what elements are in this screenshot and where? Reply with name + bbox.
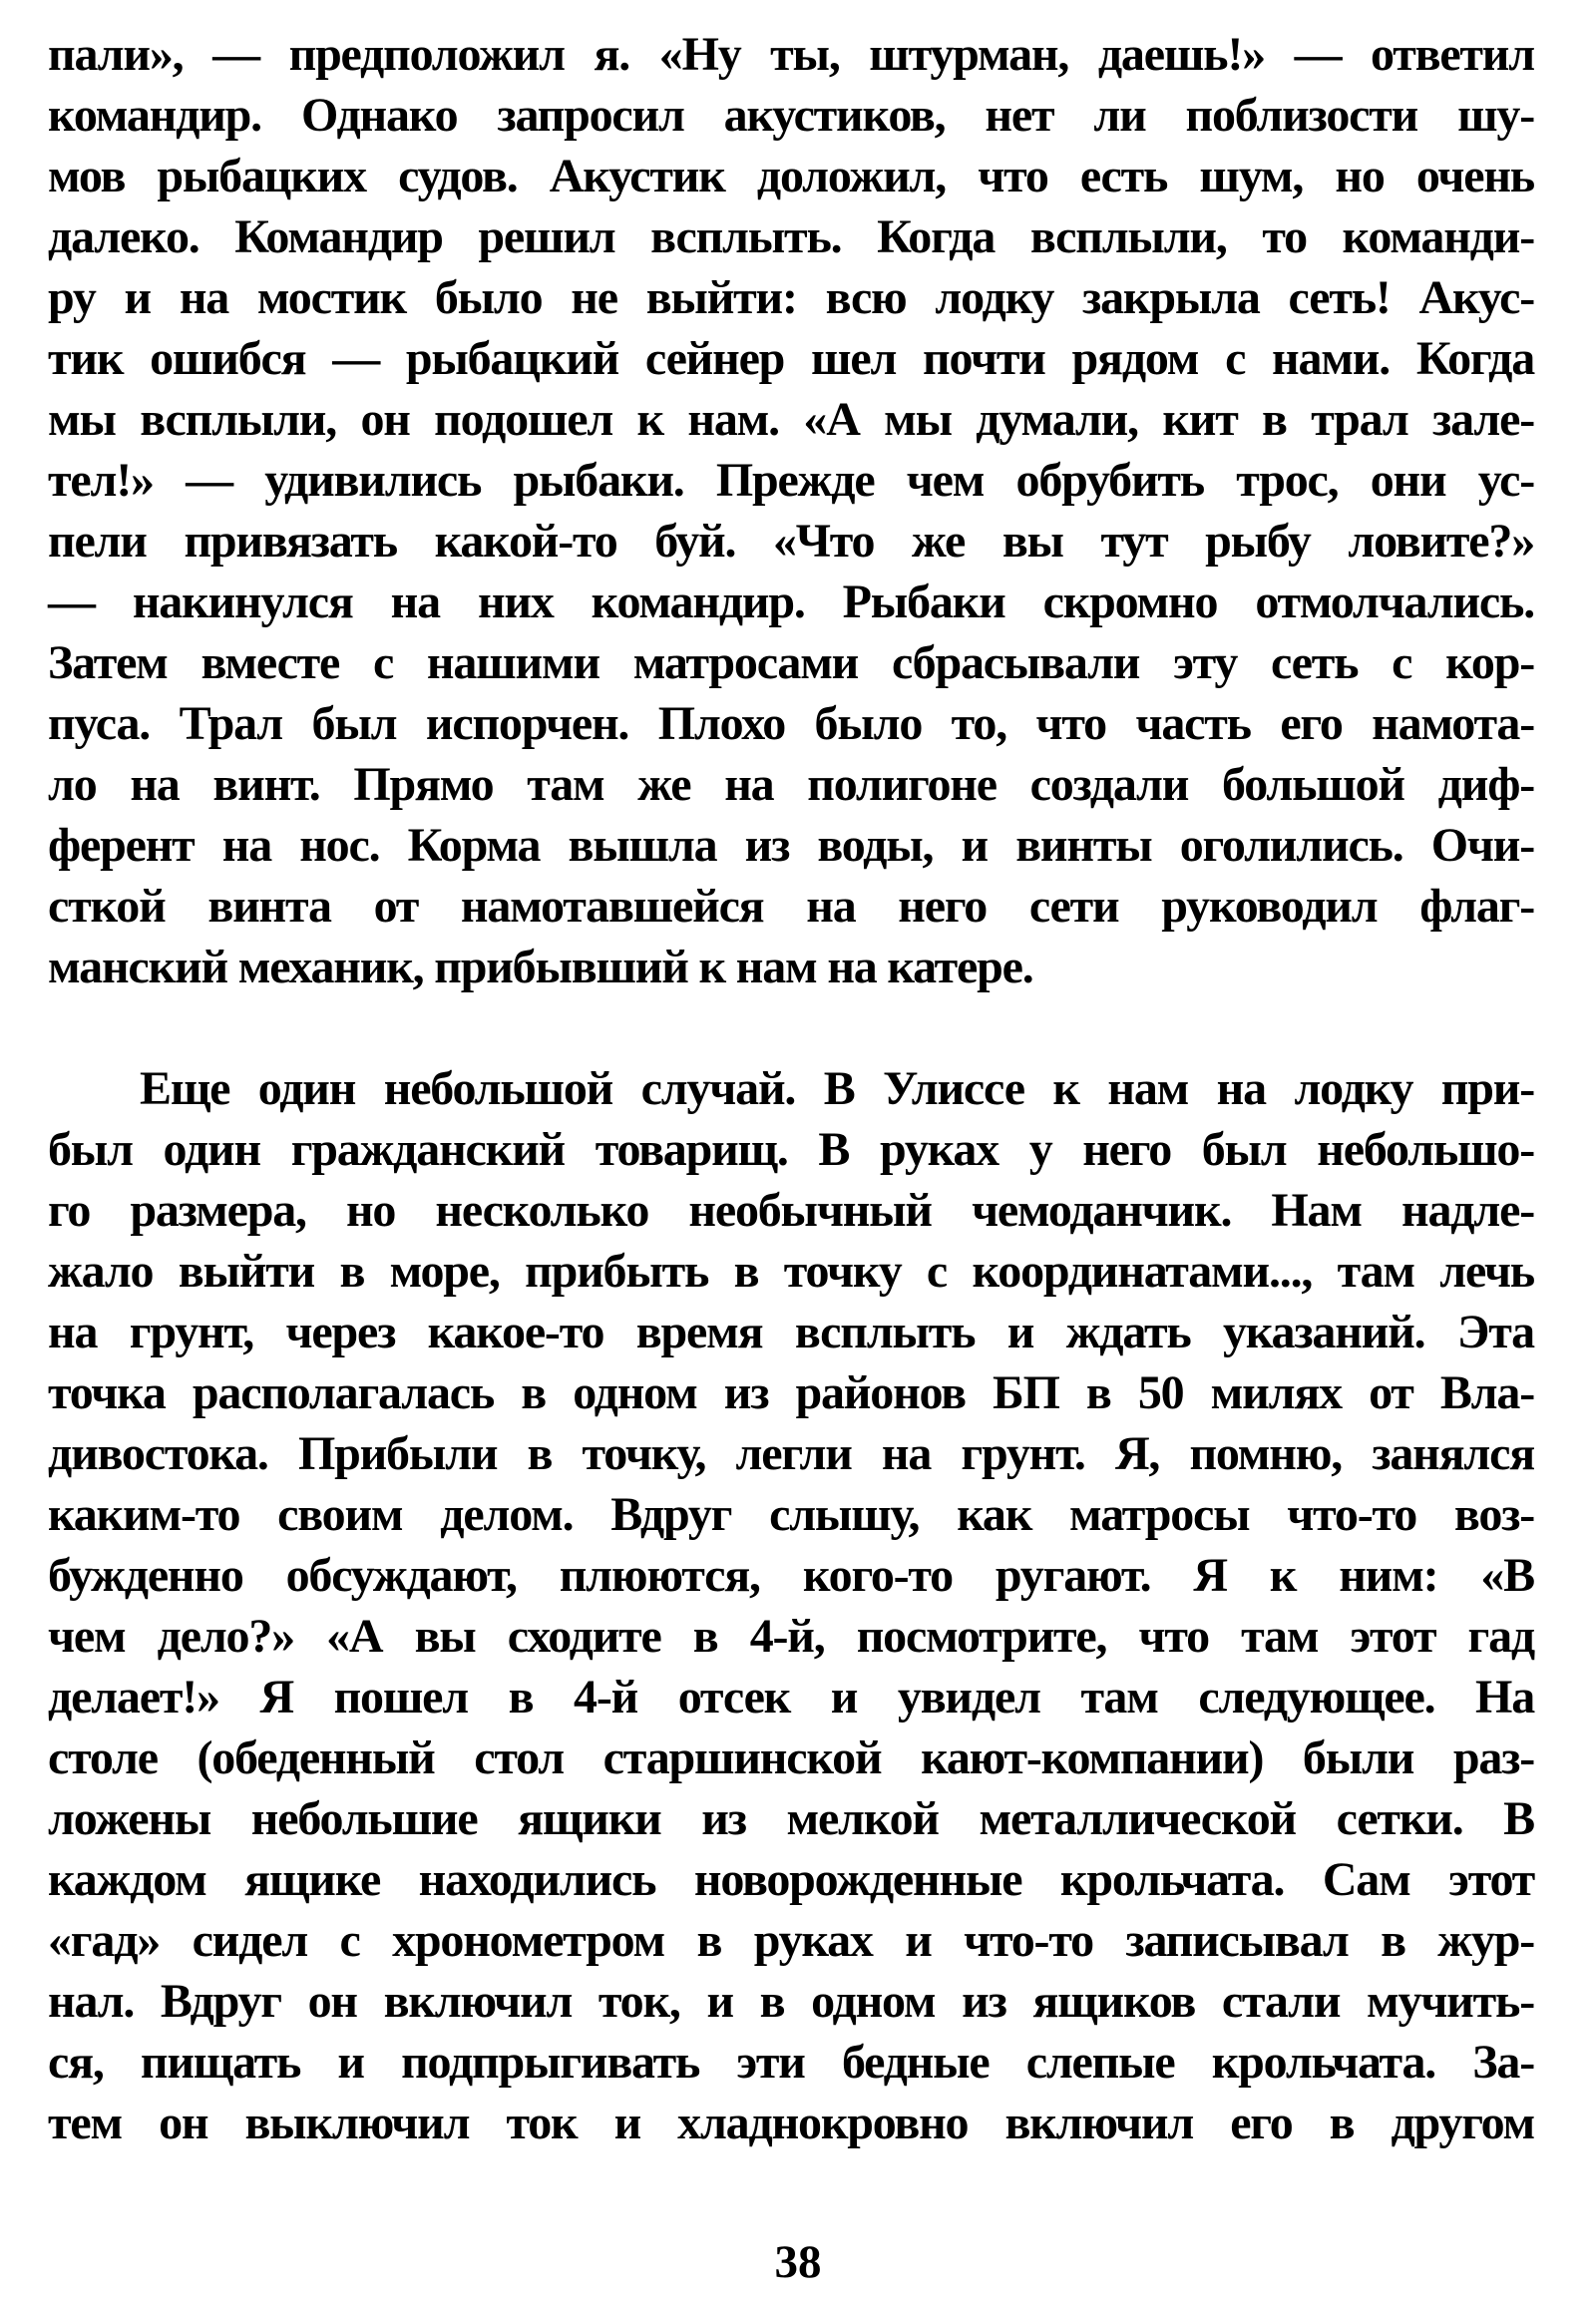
text-line: ферент на нос. Корма вышла из воды, и винты оголились. Очи- xyxy=(48,819,1534,872)
text-line: дивостока. Прибыли в точку, легли на грунт. Я, помню, занялся xyxy=(48,1427,1534,1480)
text-line: нал. Вдруг он включил ток, и в одном из ящиков стали мучить- xyxy=(48,1975,1534,2028)
text-line: тик ошибся — рыбацкий сейнер шел почти рядом с нами. Когда xyxy=(48,332,1534,385)
text-line: сткой винта от намотавшейся на него сети руководил флаг- xyxy=(48,880,1534,933)
paragraph xyxy=(48,24,1534,997)
text-line: — накинулся на них командир. Рыбаки скромно отмолчались. xyxy=(48,575,1534,628)
text-line: тем он выключил ток и хладнокровно включил его в другом xyxy=(48,2097,1534,2149)
text-line: Затем вместе с нашими матросами сбрасывали эту сеть с кор- xyxy=(48,636,1534,689)
text-block xyxy=(48,24,1534,2153)
text-line: тел!» — удивились рыбаки. Прежде чем обрубить трос, они ус- xyxy=(48,454,1534,507)
text-line: столе (обеденный стол старшинской кают-компании) были раз- xyxy=(48,1731,1534,1784)
text-line: чем дело?» «А вы сходите в 4-й, посмотрите, что там этот гад xyxy=(48,1610,1534,1663)
text-line: пели привязать какой-то буй. «Что же вы тут рыбу ловите?» xyxy=(48,515,1534,568)
text-line: каждом ящике находились новорожденные крольчата. Сам этот xyxy=(48,1853,1534,1906)
text-line: пуса. Трал был испорчен. Плохо было то, что часть его намота- xyxy=(48,697,1534,750)
text-line: манский механик, прибывший к нам на катере. xyxy=(48,941,1033,993)
text-line: далеко. Командир решил всплыть. Когда всплыли, то команди- xyxy=(48,210,1534,263)
text-line: на грунт, через какое-то время всплыть и ждать указаний. Эта xyxy=(48,1306,1534,1358)
text-line: ру и на мостик было не выйти: всю лодку закрыла сеть! Акус- xyxy=(48,271,1534,324)
text-line: делает!» Я пошел в 4-й отсек и увидел там следующее. На xyxy=(48,1671,1534,1724)
text-line: Еще один небольшой случай. В Улиссе к нам на лодку при- xyxy=(140,1062,1534,1115)
paragraph xyxy=(48,1058,1534,2153)
text-line: ся, пищать и подпрыгивать эти бедные слепые крольчата. За- xyxy=(48,2036,1534,2089)
text-line: каким-то своим делом. Вдруг слышу, как матросы что-то воз- xyxy=(48,1488,1534,1541)
text-line: мы всплыли, он подошел к нам. «А мы думали, кит в трал зале- xyxy=(48,393,1534,446)
text-line: точка располагалась в одном из районов БП в 50 милях от Вла- xyxy=(48,1366,1534,1419)
text-line: пали», — предположил я. «Ну ты, штурман, даешь!» — ответил xyxy=(48,28,1534,81)
text-line: ложены небольшие ящики из мелкой металлической сетки. В xyxy=(48,1792,1534,1845)
text-line: «гад» сидел с хронометром в руках и что-то записывал в жур- xyxy=(48,1914,1534,1967)
text-line: был один гражданский товарищ. В руках у него был небольшо- xyxy=(48,1123,1534,1176)
text-line: жало выйти в море, прибыть в точку с координатами..., там лечь xyxy=(48,1245,1534,1298)
text-line: командир. Однако запросил акустиков, нет ли поблизости шу- xyxy=(48,89,1534,142)
text-line: бужденно обсуждают, плюются, кого-то ругают. Я к ним: «В xyxy=(48,1549,1534,1602)
text-line: ло на винт. Прямо там же на полигоне создали большой диф- xyxy=(48,758,1534,811)
page-number: 38 xyxy=(774,2236,822,2288)
text-line: го размера, но несколько необычный чемоданчик. Нам надле- xyxy=(48,1184,1534,1237)
text-line: мов рыбацких судов. Акустик доложил, что есть шум, но очень xyxy=(48,150,1534,202)
